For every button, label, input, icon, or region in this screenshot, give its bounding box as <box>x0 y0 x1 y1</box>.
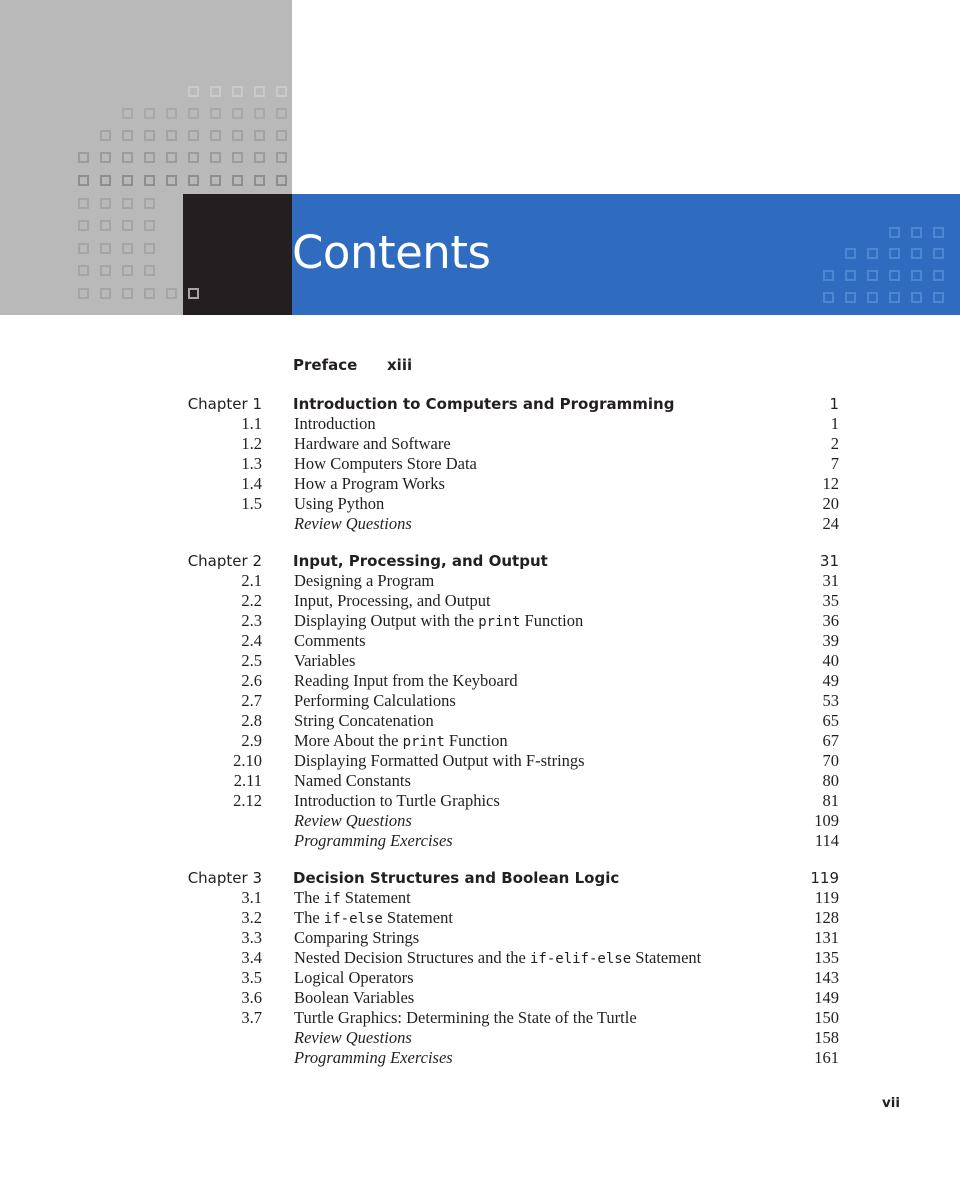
decorative-square <box>78 152 89 163</box>
title-text: Input, Processing, and Output <box>294 591 491 610</box>
section-page: 158 <box>814 1028 839 1047</box>
title-text: Reading Input from the Keyboard <box>294 671 518 690</box>
section-page: 70 <box>822 751 839 770</box>
decorative-square <box>823 292 834 303</box>
toc-entry <box>0 751 960 771</box>
decorative-square <box>210 152 221 163</box>
preface-page: xiii <box>387 356 413 374</box>
toc-entry <box>0 454 960 474</box>
section-number: 2.9 <box>241 731 262 750</box>
toc-entry <box>0 691 960 711</box>
section-number: 2.6 <box>241 671 262 690</box>
toc-entry <box>0 888 960 908</box>
section-page: 135 <box>814 948 839 967</box>
section-title <box>294 791 500 811</box>
decorative-square <box>144 198 155 209</box>
code-keyword: if-else <box>323 911 383 927</box>
section-number: 2.1 <box>241 571 262 590</box>
decorative-square <box>122 265 133 276</box>
title-text: Function <box>520 611 584 630</box>
page-title: Contents <box>292 226 491 279</box>
decorative-square <box>276 130 287 141</box>
section-number: 2.12 <box>233 791 262 810</box>
decorative-square <box>100 198 111 209</box>
decorative-square <box>144 265 155 276</box>
decorative-square <box>166 130 177 141</box>
decorative-square <box>911 248 922 259</box>
title-text: Programming Exercises <box>294 831 453 850</box>
decorative-square <box>188 108 199 119</box>
decorative-square <box>78 243 89 254</box>
decorative-square <box>122 175 133 186</box>
title-text: Comparing Strings <box>294 928 420 947</box>
decorative-square <box>166 288 177 299</box>
decorative-square <box>144 175 155 186</box>
title-text: Review Questions <box>294 1028 412 1047</box>
decorative-square <box>100 288 111 299</box>
section-page: 39 <box>822 631 839 650</box>
section-title <box>294 514 412 534</box>
section-number: 2.2 <box>241 591 262 610</box>
decorative-square <box>188 152 199 163</box>
chapter-heading <box>0 394 960 414</box>
toc-entry <box>0 514 960 534</box>
title-text: Nested Decision Structures and the <box>294 948 530 967</box>
toc-entry <box>0 948 960 968</box>
code-keyword: print <box>478 614 521 630</box>
section-number: 1.5 <box>241 494 262 513</box>
section-title <box>294 888 411 908</box>
section-number: 2.3 <box>241 611 262 630</box>
section-title <box>294 651 355 671</box>
section-number: 1.4 <box>241 474 262 493</box>
section-title <box>294 831 453 851</box>
decorative-square <box>166 108 177 119</box>
toc-entry <box>0 791 960 811</box>
decorative-square <box>823 270 834 281</box>
decorative-square <box>122 220 133 231</box>
decorative-square <box>144 220 155 231</box>
decorative-square <box>276 86 287 97</box>
toc-entry <box>0 671 960 691</box>
decorative-square <box>78 198 89 209</box>
toc-entry <box>0 414 960 434</box>
section-title <box>294 494 384 514</box>
section-title <box>294 454 477 474</box>
decorative-square <box>210 108 221 119</box>
toc-entry <box>0 928 960 948</box>
title-text: String Concatenation <box>294 711 434 730</box>
title-text: Hardware and Software <box>294 434 451 453</box>
section-number: 2.8 <box>241 711 262 730</box>
section-number: 3.1 <box>241 888 262 907</box>
decorative-square <box>78 175 89 186</box>
section-title <box>294 1048 453 1068</box>
decorative-square <box>100 220 111 231</box>
title-text: Introduction <box>294 414 376 433</box>
chapter-page: 31 <box>819 552 839 570</box>
section-page: 49 <box>822 671 839 690</box>
section-number: 3.2 <box>241 908 262 927</box>
decorative-square <box>232 175 243 186</box>
decorative-square <box>933 270 944 281</box>
section-title <box>294 908 453 928</box>
page-number: vii <box>881 1095 900 1111</box>
title-text: More About the <box>294 731 403 750</box>
section-page: 12 <box>822 474 839 493</box>
decorative-square <box>889 227 900 238</box>
preface-entry <box>293 356 413 374</box>
decorative-square <box>122 198 133 209</box>
decorative-square <box>166 175 177 186</box>
section-title <box>294 414 376 434</box>
section-title <box>294 988 414 1008</box>
decorative-square <box>232 86 243 97</box>
title-text: Logical Operators <box>294 968 414 987</box>
decorative-square <box>188 130 199 141</box>
section-number: 1.2 <box>241 434 262 453</box>
section-page: 7 <box>830 454 839 473</box>
decorative-square <box>911 270 922 281</box>
decorative-square <box>210 130 221 141</box>
section-title <box>294 771 411 791</box>
title-text: Variables <box>294 651 356 670</box>
section-page: 131 <box>814 928 839 947</box>
chapter-label: Chapter 3 <box>187 869 262 887</box>
title-text: Displaying Formatted Output with F-strings <box>294 751 585 770</box>
section-number: 3.7 <box>241 1008 262 1027</box>
chapter-title: Introduction to Computers and Programming <box>293 395 675 413</box>
toc-entry <box>0 1028 960 1048</box>
decorative-square <box>933 292 944 303</box>
chapter-label: Chapter 1 <box>187 395 262 413</box>
decorative-square <box>188 175 199 186</box>
toc-entry <box>0 711 960 731</box>
decorative-square <box>276 108 287 119</box>
toc-entry <box>0 1008 960 1028</box>
title-text: Statement <box>382 908 453 927</box>
decorative-square <box>78 265 89 276</box>
decorative-square <box>122 288 133 299</box>
section-title <box>294 968 414 988</box>
section-page: 109 <box>814 811 839 830</box>
decorative-square <box>78 288 89 299</box>
decorative-square <box>144 152 155 163</box>
title-text: Performing Calculations <box>294 691 456 710</box>
section-number: 3.3 <box>241 928 262 947</box>
toc-entry <box>0 631 960 651</box>
section-page: 35 <box>822 591 839 610</box>
chapter-label: Chapter 2 <box>187 552 262 570</box>
section-page: 161 <box>814 1048 839 1067</box>
section-number: 3.4 <box>241 948 262 967</box>
title-text: Designing a Program <box>294 571 435 590</box>
chapter-page: 119 <box>810 869 839 887</box>
decorative-square <box>254 130 265 141</box>
decorative-square <box>188 86 199 97</box>
section-title <box>294 631 366 651</box>
decorative-square <box>933 248 944 259</box>
title-text: Review Questions <box>294 514 412 533</box>
decorative-square <box>889 270 900 281</box>
title-text: Named Constants <box>294 771 411 790</box>
section-number: 3.5 <box>241 968 262 987</box>
section-title <box>294 611 583 631</box>
decorative-square <box>889 292 900 303</box>
toc-entry <box>0 474 960 494</box>
decorative-square <box>254 108 265 119</box>
section-page: 114 <box>814 831 839 850</box>
section-page: 128 <box>814 908 839 927</box>
decorative-square <box>100 243 111 254</box>
decorative-square <box>276 175 287 186</box>
decorative-square <box>845 270 856 281</box>
chapter-title: Decision Structures and Boolean Logic <box>293 869 620 887</box>
section-title <box>294 691 456 711</box>
decorative-square <box>78 220 89 231</box>
decorative-square <box>100 152 111 163</box>
decorative-square <box>122 130 133 141</box>
section-page: 53 <box>822 691 839 710</box>
section-page: 149 <box>814 988 839 1007</box>
decorative-square <box>188 288 199 299</box>
section-title <box>294 1028 412 1048</box>
chapter-heading <box>0 868 960 888</box>
title-text: Statement <box>631 948 702 967</box>
title-text: Turtle Graphics: Determining the State of the Turtle <box>294 1008 637 1027</box>
section-title <box>294 811 412 831</box>
toc-entry <box>0 591 960 611</box>
title-text: The <box>294 908 324 927</box>
decorative-square <box>845 248 856 259</box>
banner-black-panel <box>183 194 292 315</box>
section-title <box>294 474 445 494</box>
decorative-square <box>845 292 856 303</box>
decorative-square <box>867 292 878 303</box>
section-page: 24 <box>822 514 839 533</box>
section-title <box>294 731 508 751</box>
decorative-square <box>254 152 265 163</box>
decorative-square <box>254 175 265 186</box>
chapter-heading <box>0 551 960 571</box>
title-text: Boolean Variables <box>294 988 415 1007</box>
section-page: 143 <box>814 968 839 987</box>
decorative-square <box>100 265 111 276</box>
decorative-square <box>911 292 922 303</box>
section-page: 31 <box>822 571 839 590</box>
decorative-square <box>867 248 878 259</box>
decorative-square <box>232 152 243 163</box>
section-title <box>294 928 419 948</box>
title-text: Statement <box>340 888 411 907</box>
toc-entry <box>0 831 960 851</box>
title-text: Review Questions <box>294 811 412 830</box>
section-page: 2 <box>830 434 839 453</box>
code-keyword: if <box>323 891 341 907</box>
toc-entry <box>0 731 960 751</box>
title-text: Comments <box>294 631 366 650</box>
decorative-square <box>276 152 287 163</box>
chapter-page: 1 <box>829 395 839 413</box>
toc-entry <box>0 571 960 591</box>
section-title <box>294 1008 637 1028</box>
section-title <box>294 434 451 454</box>
decorative-square <box>144 130 155 141</box>
toc-entry <box>0 968 960 988</box>
section-page: 65 <box>822 711 839 730</box>
decorative-square <box>122 108 133 119</box>
section-page: 80 <box>822 771 839 790</box>
title-text: Using Python <box>294 494 385 513</box>
decorative-square <box>100 130 111 141</box>
section-title <box>294 751 585 771</box>
section-number: 2.4 <box>241 631 262 650</box>
section-number: 1.3 <box>241 454 262 473</box>
section-number: 3.6 <box>241 988 262 1007</box>
section-title <box>294 711 434 731</box>
decorative-square <box>933 227 944 238</box>
section-page: 81 <box>822 791 839 810</box>
section-number: 2.10 <box>233 751 262 770</box>
section-number: 2.7 <box>241 691 262 710</box>
toc-entry <box>0 908 960 928</box>
title-text: The <box>294 888 324 907</box>
section-page: 36 <box>822 611 839 630</box>
code-keyword: if-elif-else <box>529 951 632 967</box>
decorative-square <box>144 243 155 254</box>
section-title <box>294 671 518 691</box>
decorative-square <box>889 248 900 259</box>
title-text: Displaying Output with the <box>294 611 479 630</box>
decorative-square <box>144 288 155 299</box>
decorative-square <box>144 108 155 119</box>
title-text: How Computers Store Data <box>294 454 477 473</box>
toc-entry <box>0 434 960 454</box>
section-number: 2.5 <box>241 651 262 670</box>
decorative-square <box>122 152 133 163</box>
title-text: Function <box>444 731 508 750</box>
decorative-square <box>210 175 221 186</box>
section-page: 150 <box>814 1008 839 1027</box>
decorative-square <box>911 227 922 238</box>
section-page: 20 <box>822 494 839 513</box>
section-number: 1.1 <box>241 414 262 433</box>
section-page: 67 <box>822 731 839 750</box>
chapter-title: Input, Processing, and Output <box>293 552 548 570</box>
title-text: Programming Exercises <box>294 1048 453 1067</box>
toc-entry <box>0 1048 960 1068</box>
section-title <box>294 571 434 591</box>
toc-entry <box>0 651 960 671</box>
section-title <box>294 948 701 968</box>
section-page: 119 <box>814 888 839 907</box>
decorative-square <box>232 108 243 119</box>
toc-entry <box>0 771 960 791</box>
decorative-square <box>254 86 265 97</box>
decorative-square <box>232 130 243 141</box>
section-page: 40 <box>822 651 839 670</box>
section-number: 2.11 <box>233 771 262 790</box>
preface-label: Preface <box>293 356 358 374</box>
title-text: Introduction to Turtle Graphics <box>294 791 500 810</box>
decorative-square <box>100 175 111 186</box>
decorative-square <box>867 270 878 281</box>
toc-entry <box>0 811 960 831</box>
toc-entry <box>0 611 960 631</box>
section-page: 1 <box>830 414 839 433</box>
toc-entry <box>0 494 960 514</box>
decorative-square <box>210 86 221 97</box>
title-text: How a Program Works <box>294 474 445 493</box>
decorative-square <box>122 243 133 254</box>
decorative-square <box>166 152 177 163</box>
toc-entry <box>0 988 960 1008</box>
section-title <box>294 591 491 611</box>
code-keyword: print <box>402 734 445 750</box>
